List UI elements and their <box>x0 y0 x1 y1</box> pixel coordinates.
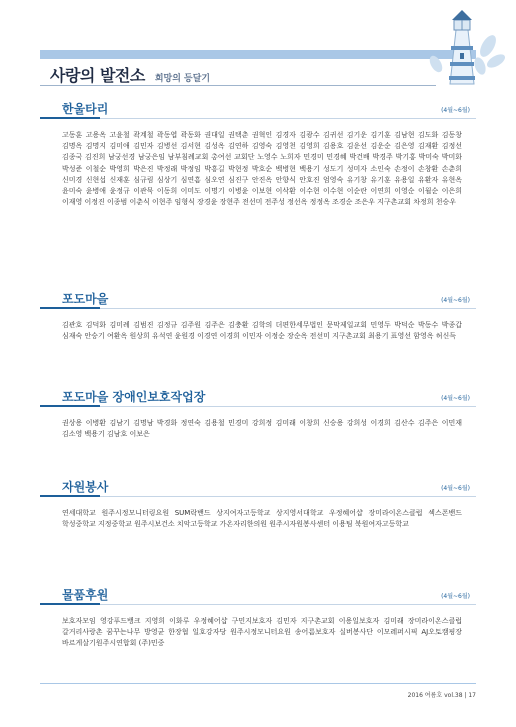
page-header <box>50 63 210 86</box>
section-title: 물품후원 <box>62 588 109 602</box>
section-divider <box>40 118 476 119</box>
page-footer: 2016 여름호 vol.38 | 17 <box>407 692 476 699</box>
section-divider <box>40 308 476 309</box>
section-title: 포도마을 장애인보호작업장 <box>62 390 206 404</box>
section-divider <box>40 496 476 497</box>
donor-list: 연세대학교 원주시정모니터링요원 SUM락밴드 상지여자고등학교 상지영서대학교 우정혜어샵 장미라이온스클럽 섹스폰밴드 학성중학교 지정중학교 원주시보건소 치악고등학교 가온자리한의원 원주시자원봉사센터 이용팀 북원여자고등학교 <box>62 509 462 529</box>
title-divider <box>40 85 436 86</box>
section-divider <box>40 406 476 407</box>
page-title: 사랑의 발전소 <box>50 66 145 85</box>
section-period: (4월~6월) <box>441 107 470 114</box>
section-goods-donation <box>40 586 476 650</box>
donor-list: 고동훈 고용옥 고윤철 곽계철 곽동엽 곽동화 권대일 권택춘 권혁인 김경자 김광수 김귀선 김기운 김기훈 김남현 김도화 김동창 김명옥 김명지 김미애 김민자 김병선 김서현 김성옥 김연하 김영숙 김영천 김영희 김용호 김운선 김운순 김은영 김재환 김정선 김종국 김진희 남궁선경 남궁은임 남부침례교회 총여선 교회단 노영수 노희자 민경미 민경혜 박건배 박경주 박기홍 박미숙 박미화 박성준 이철순 박영희 박은진 박정래 박정임 박흥길 박현정 박호순 백병현 백용기 성도기 성미자 소인숙 손정이 손창환 손춘희 신미경 신현섭 신재훈 심규림 심상기 심연흠 심오연 심진구 안진옥 안향식 안호진 엄영숙 유기창 유기훈 유용일 유환자 유현옥 윤미숙 윤병애 윤정규 이관묵 이동희 이미도 이명기 이병윤 이보현 이삭환 이수현 이수현 이순란 이연희 이영순 이월순 이은희 이재영 이정진 이종범 이춘식 이현주 임형식 장경윤 장현주 전선미 전주성 정선옥 정정옥 조경순 조은우 지구촌교회 차정희 천승우 <box>62 131 462 207</box>
section-period: (4월~6월) <box>441 485 470 492</box>
section-divider <box>40 604 476 605</box>
section-period: (4월~6월) <box>441 395 470 402</box>
section-title: 포도마을 <box>62 292 109 306</box>
lighthouse-icon <box>418 6 508 88</box>
donor-list: 김관호 김덕화 김미례 김범진 김정규 김주원 김주은 김충환 김학의 더편한세무법인 문막제일교회 민영두 박덕순 박동수 박종갑 심재숙 안승기 여환옥 원상희 유석연 윤원경 이경연 이경희 이민자 이정순 장순옥 전선미 지구촌교회 최용기 표영선 함영옥 허신득 <box>62 321 462 341</box>
section-podo-village <box>40 290 476 342</box>
donor-list: 권상용 이병환 김남기 김명남 박경화 정연숙 김용철 민경미 강희정 김미래 이창희 신승용 강희성 이경희 김산수 김주은 이민재 김소영 백용기 김남호 이보은 <box>62 419 462 439</box>
donor-list: 보호자모임 영강푸드뱅크 지영희 이화루 우정혜어샵 구민지보호자 김민자 지구촌교회 이용일보호자 김미래 장미라이온스클럽 갈거리사랑촌 꿈꾸는나무 방영균 한장협 일호강자당 원주시정모니터요원 송어름보호자 실버봉사단 이모레퍼시픽 AJ오토캠핑장 바르게살기원주시연합회 (주)민중 <box>62 617 462 648</box>
section-title: 자원봉사 <box>62 480 109 494</box>
header-band <box>40 50 476 59</box>
page-subtitle: 희망의 등달기 <box>154 74 211 84</box>
section-volunteer <box>40 478 476 530</box>
section-title: 한울타리 <box>62 102 109 116</box>
footer-divider <box>40 683 476 684</box>
section-podo-workshop <box>40 388 476 440</box>
section-hanultari <box>40 100 476 208</box>
section-period: (4월~6월) <box>441 593 470 600</box>
section-period: (4월~6월) <box>441 297 470 304</box>
